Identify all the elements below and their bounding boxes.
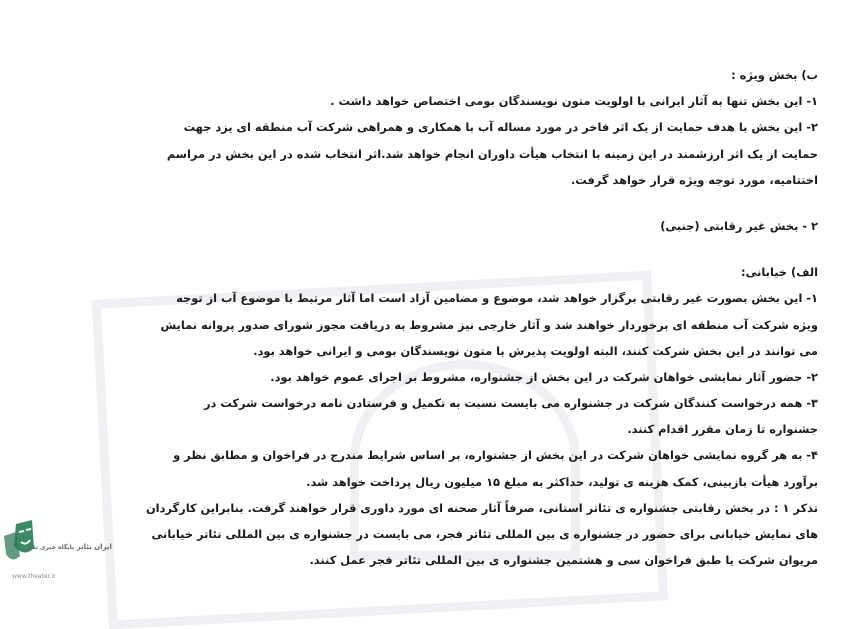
- section-alef-item-4-line-2: برآورد هیأت بازبینی، کمک هزینه ی تولید، حداکثر به مبلغ ۱۵ میلیون ریال پرداخت خواهد شد.: [306, 474, 818, 489]
- section-b-item-2-line-1: ۲- این بخش با هدف حمایت از یک اثر فاخر در مورد مساله آب با همکاری و همراهی شرکت آب منطقه ای یزد جهت: [183, 120, 818, 135]
- section-2-heading: ۲ - بخش غیر رقابتی (جنبی): [660, 218, 818, 233]
- section-alef-item-1-line-1: ۱- این بخش بصورت غیر رقابتی برگزار خواهد شد، موضوع و مضامین آزاد است اما آثار مرتبط با موضوع آب از توجه: [176, 291, 818, 306]
- logo-url: www.theater.ir: [12, 573, 56, 580]
- section-alef-item-1-line-2: ویژه شرکت آب منطقه ای برخوردار خواهند شد و آثار خارجی نیز مشروط به دریافت مجوز شورای صدور پروانه نمایش: [160, 317, 818, 332]
- section-alef-heading: الف) خیابانی:: [741, 265, 818, 280]
- section-b-item-1: ۱- این بخش تنها به آثار ایرانی با اولویت متون نویسندگان بومی اختصاص خواهد داشت .: [330, 94, 818, 109]
- document-body: [28, 62, 818, 573]
- section-alef-item-3-line-1: ۳- همه درخواست کنندگان شرکت در جشنواره می بایست نسبت به تکمیل و فرستادن نامه درخواست شرکت در: [203, 396, 818, 411]
- note-line-1: تذکر ۱ : در بخش رقابتی جشنواره ی تئاتر استانی، صرفاً آثار صحنه ای مورد داوری قرار خواهند گرفت. بنابراین کارگردان: [145, 500, 818, 515]
- note-line-3: مریوان شرکت یا طبق فراخوان سی و هشتمین جشنواره ی بین المللی تئاتر فجر عمل کنند.: [309, 553, 818, 568]
- logo-name: ایران تئاتر پایگاه خبری تئاتر: [25, 543, 112, 551]
- logo-subtitle: پایگاه خبری تئاتر: [25, 544, 75, 551]
- section-alef-item-4-line-1: ۴- به هر گروه نمایشی خواهان شرکت در این بخش از جشنواره، بر اساس شرایط مندرج در فراخوان و مطابق نظر و: [173, 448, 818, 463]
- section-b-item-2-line-3: اختتامیه، مورد توجه ویژه قرار خواهد گرفت.: [570, 172, 818, 187]
- section-b-heading: ب) بخش ویژه :: [731, 68, 818, 82]
- section-b-item-2-line-2: حمایت از یک اثر ارزشمند در این زمینه با انتخاب هیأت داوران انجام خواهد شد.اثر انتخاب شده در این بخش در مراسم: [166, 146, 818, 161]
- section-alef-item-1-line-3: می توانند در این بخش شرکت کنند، البته اولویت پذیرش با متون نویسندگان بومی و ایرانی خواهد بود.: [253, 343, 818, 358]
- section-alef-item-3-line-2: جشنواره تا زمان مقرر اقدام کنند.: [627, 422, 818, 437]
- section-alef-item-2: ۲- حضور آثار نمایشی خواهان شرکت در این بخش از جشنواره، مشروط بر اجرای عموم خواهد بود.: [270, 369, 818, 384]
- note-line-2: های نمایش خیابانی برای حضور در جشنواره ی بین المللی تئاتر فجر، می بایست در جشنواره ی بین المللی تئاتر خیابانی: [151, 527, 818, 541]
